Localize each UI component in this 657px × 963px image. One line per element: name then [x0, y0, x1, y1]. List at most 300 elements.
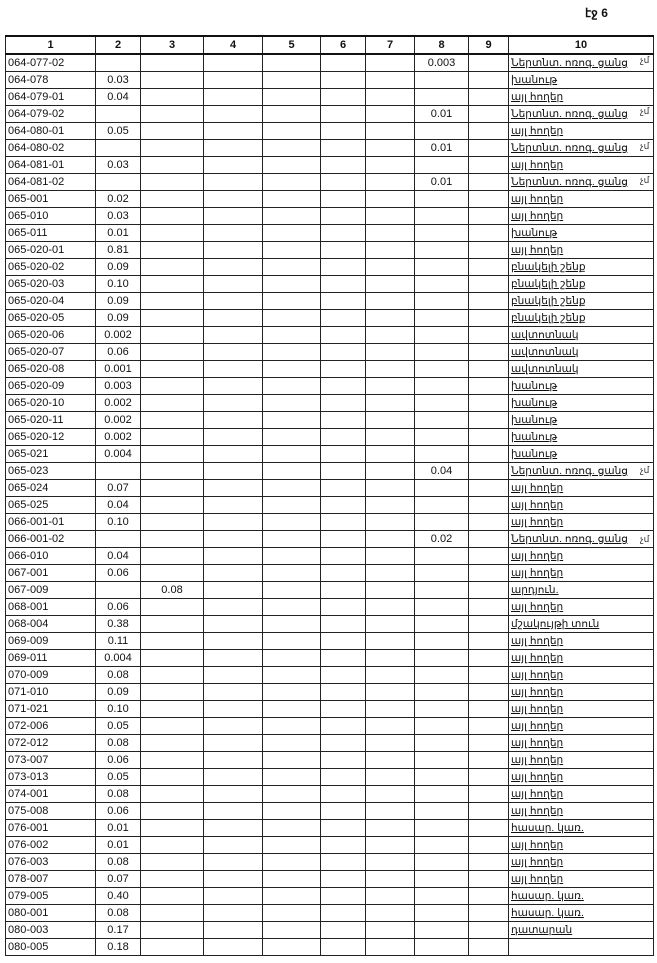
- area-cell: 0.05: [96, 123, 141, 140]
- empty-cell: [366, 191, 415, 208]
- area-cell: 0.08: [96, 854, 141, 871]
- land-use-cell: այլ հողեր: [509, 871, 654, 888]
- area-cell: [415, 684, 469, 701]
- table-row: [6, 208, 654, 225]
- empty-cell: [204, 446, 263, 463]
- empty-cell: [469, 395, 509, 412]
- empty-cell: [366, 786, 415, 803]
- table-row: [6, 446, 654, 463]
- empty-cell: [366, 616, 415, 633]
- empty-cell: [263, 54, 321, 72]
- empty-cell: [469, 667, 509, 684]
- area-cell: [141, 412, 204, 429]
- empty-cell: [321, 191, 366, 208]
- area-cell: 0.81: [96, 242, 141, 259]
- parcel-code-cell: 065-020-12: [6, 429, 96, 446]
- area-cell: [141, 803, 204, 820]
- area-cell: 0.04: [96, 548, 141, 565]
- empty-cell: [366, 446, 415, 463]
- parcel-code-cell: 065-020-07: [6, 344, 96, 361]
- empty-cell: [366, 888, 415, 905]
- empty-cell: [204, 820, 263, 837]
- parcel-code-cell: 065-020-11: [6, 412, 96, 429]
- area-cell: 0.03: [96, 72, 141, 89]
- land-use-cell: Ներտնտ. ոռոգ. ցանց: [509, 174, 654, 191]
- empty-cell: [366, 871, 415, 888]
- parcel-code-cell: 068-001: [6, 599, 96, 616]
- area-cell: [141, 701, 204, 718]
- parcel-code-cell: 065-020-10: [6, 395, 96, 412]
- table-row: [6, 548, 654, 565]
- empty-cell: [366, 667, 415, 684]
- empty-cell: [469, 259, 509, 276]
- empty-cell: [366, 650, 415, 667]
- empty-cell: [469, 854, 509, 871]
- empty-cell: [366, 701, 415, 718]
- empty-cell: [204, 854, 263, 871]
- land-use-cell: դատարան: [509, 922, 654, 939]
- area-cell: [415, 395, 469, 412]
- area-cell: 0.08: [96, 905, 141, 922]
- empty-cell: [469, 888, 509, 905]
- area-cell: [415, 548, 469, 565]
- area-cell: [96, 531, 141, 548]
- land-use-cell: [509, 939, 654, 956]
- parcel-code-cell: 076-003: [6, 854, 96, 871]
- table-row: [6, 480, 654, 497]
- empty-cell: [321, 837, 366, 854]
- parcel-code-cell: 078-007: [6, 871, 96, 888]
- empty-cell: [366, 582, 415, 599]
- land-use-cell: այլ հողեր: [509, 633, 654, 650]
- area-cell: 0.01: [415, 174, 469, 191]
- table-row: [6, 378, 654, 395]
- empty-cell: [263, 650, 321, 667]
- area-cell: [415, 446, 469, 463]
- parcel-code-cell: 079-005: [6, 888, 96, 905]
- area-cell: 0.002: [96, 412, 141, 429]
- empty-cell: [366, 293, 415, 310]
- parcel-code-cell: 073-013: [6, 769, 96, 786]
- area-cell: [141, 72, 204, 89]
- area-cell: [415, 344, 469, 361]
- area-cell: [415, 514, 469, 531]
- parcel-code-cell: 065-024: [6, 480, 96, 497]
- land-use-cell: բնակելի շենք: [509, 310, 654, 327]
- parcel-code-cell: 074-001: [6, 786, 96, 803]
- empty-cell: [469, 531, 509, 548]
- empty-cell: [321, 922, 366, 939]
- area-cell: [141, 106, 204, 123]
- area-cell: [415, 599, 469, 616]
- empty-cell: [366, 208, 415, 225]
- empty-cell: [469, 735, 509, 752]
- parcel-code-cell: 065-020-01: [6, 242, 96, 259]
- column-header-1: 1: [6, 36, 96, 54]
- empty-cell: [366, 106, 415, 123]
- empty-cell: [204, 514, 263, 531]
- area-cell: [141, 293, 204, 310]
- empty-cell: [469, 548, 509, 565]
- table-row: [6, 701, 654, 718]
- empty-cell: [366, 378, 415, 395]
- parcel-code-cell: 064-081-02: [6, 174, 96, 191]
- empty-cell: [469, 72, 509, 89]
- empty-cell: [469, 293, 509, 310]
- empty-cell: [469, 514, 509, 531]
- table-row: [6, 854, 654, 871]
- land-use-cell: խանութ: [509, 429, 654, 446]
- empty-cell: [469, 718, 509, 735]
- area-cell: [415, 497, 469, 514]
- empty-cell: [366, 89, 415, 106]
- area-cell: [415, 786, 469, 803]
- land-use-cell: այլ հողեր: [509, 497, 654, 514]
- area-cell: [141, 378, 204, 395]
- table-row: [6, 123, 654, 140]
- empty-cell: [204, 837, 263, 854]
- empty-cell: [263, 310, 321, 327]
- empty-cell: [263, 633, 321, 650]
- empty-cell: [469, 939, 509, 956]
- empty-cell: [204, 599, 263, 616]
- parcel-code-cell: 071-021: [6, 701, 96, 718]
- empty-cell: [366, 157, 415, 174]
- land-use-cell: այլ հողեր: [509, 514, 654, 531]
- empty-cell: [263, 89, 321, 106]
- land-use-cell: Ներտնտ. ոռոգ. ցանց: [509, 531, 654, 548]
- parcel-code-cell: 065-011: [6, 225, 96, 242]
- column-header-2: 2: [96, 36, 141, 54]
- empty-cell: [204, 463, 263, 480]
- empty-cell: [263, 412, 321, 429]
- margin-note: չմ: [640, 140, 650, 151]
- parcel-code-cell: 065-001: [6, 191, 96, 208]
- parcel-code-cell: 064-079-02: [6, 106, 96, 123]
- area-cell: [141, 888, 204, 905]
- area-cell: 0.001: [96, 361, 141, 378]
- empty-cell: [469, 157, 509, 174]
- empty-cell: [366, 310, 415, 327]
- area-cell: 0.01: [96, 837, 141, 854]
- empty-cell: [263, 259, 321, 276]
- area-cell: [415, 769, 469, 786]
- table-row: [6, 650, 654, 667]
- empty-cell: [366, 463, 415, 480]
- parcel-code-cell: 065-023: [6, 463, 96, 480]
- empty-cell: [321, 225, 366, 242]
- table-row: [6, 667, 654, 684]
- empty-cell: [204, 395, 263, 412]
- area-cell: 0.03: [96, 157, 141, 174]
- empty-cell: [366, 854, 415, 871]
- land-use-cell: Ներտնտ. ոռոգ. ցանց: [509, 54, 654, 72]
- empty-cell: [366, 225, 415, 242]
- empty-cell: [204, 633, 263, 650]
- area-cell: [141, 225, 204, 242]
- area-cell: 0.04: [415, 463, 469, 480]
- area-cell: [141, 480, 204, 497]
- empty-cell: [263, 582, 321, 599]
- empty-cell: [321, 752, 366, 769]
- empty-cell: [366, 684, 415, 701]
- area-cell: 0.38: [96, 616, 141, 633]
- empty-cell: [469, 803, 509, 820]
- empty-cell: [263, 395, 321, 412]
- parcel-code-cell: 069-009: [6, 633, 96, 650]
- table-row: [6, 361, 654, 378]
- parcel-code-cell: 067-001: [6, 565, 96, 582]
- empty-cell: [263, 769, 321, 786]
- area-cell: 0.08: [96, 667, 141, 684]
- area-cell: 0.06: [96, 752, 141, 769]
- area-cell: [415, 412, 469, 429]
- table-row: [6, 582, 654, 599]
- land-use-cell: այլ հողեր: [509, 242, 654, 259]
- parcel-code-cell: 071-010: [6, 684, 96, 701]
- empty-cell: [469, 327, 509, 344]
- empty-cell: [366, 820, 415, 837]
- table-row: [6, 429, 654, 446]
- table-row: [6, 905, 654, 922]
- area-cell: 0.003: [96, 378, 141, 395]
- area-cell: [415, 378, 469, 395]
- land-use-cell: այլ հողեր: [509, 208, 654, 225]
- area-cell: [141, 242, 204, 259]
- land-use-cell: Ներտնտ. ոռոգ. ցանց: [509, 106, 654, 123]
- header-row: [6, 36, 654, 54]
- area-cell: [141, 684, 204, 701]
- empty-cell: [469, 752, 509, 769]
- empty-cell: [263, 123, 321, 140]
- empty-cell: [263, 429, 321, 446]
- area-cell: [141, 446, 204, 463]
- empty-cell: [204, 293, 263, 310]
- empty-cell: [469, 565, 509, 582]
- empty-cell: [366, 769, 415, 786]
- parcel-code-cell: 065-010: [6, 208, 96, 225]
- area-cell: [415, 191, 469, 208]
- empty-cell: [366, 140, 415, 157]
- table-row: [6, 786, 654, 803]
- empty-cell: [321, 548, 366, 565]
- table-row: [6, 157, 654, 174]
- empty-cell: [321, 378, 366, 395]
- empty-cell: [263, 786, 321, 803]
- table-row: [6, 412, 654, 429]
- parcel-code-cell: 065-020-08: [6, 361, 96, 378]
- table-row: [6, 684, 654, 701]
- area-cell: [415, 939, 469, 956]
- empty-cell: [263, 514, 321, 531]
- area-cell: [415, 259, 469, 276]
- empty-cell: [321, 395, 366, 412]
- parcel-code-cell: 065-020-05: [6, 310, 96, 327]
- empty-cell: [204, 259, 263, 276]
- empty-cell: [204, 565, 263, 582]
- area-cell: [141, 123, 204, 140]
- area-cell: [141, 276, 204, 293]
- land-use-cell: այլ հողեր: [509, 191, 654, 208]
- area-cell: [141, 633, 204, 650]
- land-use-cell: հասար. կառ.: [509, 820, 654, 837]
- empty-cell: [321, 276, 366, 293]
- empty-cell: [263, 293, 321, 310]
- area-cell: [141, 871, 204, 888]
- area-cell: [141, 140, 204, 157]
- empty-cell: [366, 259, 415, 276]
- empty-cell: [321, 497, 366, 514]
- empty-cell: [204, 888, 263, 905]
- table-row: [6, 837, 654, 854]
- empty-cell: [469, 412, 509, 429]
- area-cell: [141, 54, 204, 72]
- area-cell: [141, 361, 204, 378]
- table-row: [6, 497, 654, 514]
- empty-cell: [321, 140, 366, 157]
- land-use-cell: այլ հողեր: [509, 157, 654, 174]
- empty-cell: [469, 871, 509, 888]
- area-cell: [141, 208, 204, 225]
- empty-cell: [366, 497, 415, 514]
- parcel-code-cell: 065-020-09: [6, 378, 96, 395]
- area-cell: [415, 667, 469, 684]
- empty-cell: [366, 123, 415, 140]
- empty-cell: [204, 871, 263, 888]
- column-header-6: 6: [321, 36, 366, 54]
- empty-cell: [321, 429, 366, 446]
- area-cell: [415, 837, 469, 854]
- empty-cell: [469, 191, 509, 208]
- table-row: [6, 871, 654, 888]
- empty-cell: [204, 54, 263, 72]
- empty-cell: [469, 463, 509, 480]
- parcel-code-cell: 066-010: [6, 548, 96, 565]
- empty-cell: [204, 344, 263, 361]
- empty-cell: [204, 701, 263, 718]
- table-row: [6, 888, 654, 905]
- area-cell: [415, 922, 469, 939]
- empty-cell: [366, 633, 415, 650]
- empty-cell: [321, 616, 366, 633]
- empty-cell: [204, 616, 263, 633]
- empty-cell: [469, 837, 509, 854]
- column-header-10: 10: [509, 36, 654, 54]
- area-cell: [141, 735, 204, 752]
- empty-cell: [263, 361, 321, 378]
- table-row: [6, 463, 654, 480]
- empty-cell: [469, 905, 509, 922]
- table-row: [6, 718, 654, 735]
- area-cell: [141, 599, 204, 616]
- table-row: [6, 225, 654, 242]
- empty-cell: [204, 174, 263, 191]
- empty-cell: [321, 293, 366, 310]
- empty-cell: [321, 123, 366, 140]
- table-row: [6, 531, 654, 548]
- empty-cell: [321, 854, 366, 871]
- area-cell: [141, 922, 204, 939]
- area-cell: [96, 140, 141, 157]
- parcel-code-cell: 080-001: [6, 905, 96, 922]
- empty-cell: [204, 650, 263, 667]
- empty-cell: [366, 599, 415, 616]
- land-use-cell: այլ հողեր: [509, 480, 654, 497]
- empty-cell: [469, 786, 509, 803]
- margin-note: չմ: [640, 55, 650, 65]
- area-cell: [415, 871, 469, 888]
- column-header-3: 3: [141, 36, 204, 54]
- empty-cell: [263, 854, 321, 871]
- empty-cell: [321, 582, 366, 599]
- empty-cell: [321, 599, 366, 616]
- empty-cell: [321, 701, 366, 718]
- area-cell: [141, 769, 204, 786]
- land-use-cell: հասար. կառ.: [509, 888, 654, 905]
- empty-cell: [204, 361, 263, 378]
- empty-cell: [366, 514, 415, 531]
- land-use-cell: հասար. կառ.: [509, 905, 654, 922]
- empty-cell: [321, 735, 366, 752]
- land-use-cell: այլ հողեր: [509, 599, 654, 616]
- area-cell: 0.004: [96, 650, 141, 667]
- table-row: [6, 514, 654, 531]
- empty-cell: [321, 514, 366, 531]
- empty-cell: [469, 89, 509, 106]
- area-cell: [141, 191, 204, 208]
- area-cell: [96, 174, 141, 191]
- area-cell: 0.40: [96, 888, 141, 905]
- empty-cell: [204, 769, 263, 786]
- empty-cell: [321, 650, 366, 667]
- area-cell: 0.11: [96, 633, 141, 650]
- empty-cell: [469, 599, 509, 616]
- area-cell: 0.002: [96, 395, 141, 412]
- empty-cell: [204, 922, 263, 939]
- empty-cell: [321, 72, 366, 89]
- parcel-code-cell: 072-006: [6, 718, 96, 735]
- empty-cell: [321, 480, 366, 497]
- empty-cell: [263, 922, 321, 939]
- area-cell: [96, 582, 141, 599]
- table-row: [6, 565, 654, 582]
- area-cell: [415, 276, 469, 293]
- parcel-code-cell: 065-020-04: [6, 293, 96, 310]
- land-use-cell: այլ հողեր: [509, 803, 654, 820]
- area-cell: [141, 395, 204, 412]
- area-cell: 0.09: [96, 259, 141, 276]
- area-cell: 0.07: [96, 871, 141, 888]
- area-cell: 0.003: [415, 54, 469, 72]
- empty-cell: [263, 599, 321, 616]
- empty-cell: [263, 871, 321, 888]
- empty-cell: [263, 888, 321, 905]
- area-cell: [141, 344, 204, 361]
- empty-cell: [263, 939, 321, 956]
- area-cell: [141, 548, 204, 565]
- empty-cell: [469, 650, 509, 667]
- area-cell: [415, 157, 469, 174]
- empty-cell: [263, 531, 321, 548]
- empty-cell: [321, 310, 366, 327]
- empty-cell: [366, 276, 415, 293]
- empty-cell: [469, 497, 509, 514]
- land-use-cell: այլ հողեր: [509, 650, 654, 667]
- empty-cell: [204, 582, 263, 599]
- empty-cell: [366, 429, 415, 446]
- empty-cell: [366, 361, 415, 378]
- empty-cell: [469, 633, 509, 650]
